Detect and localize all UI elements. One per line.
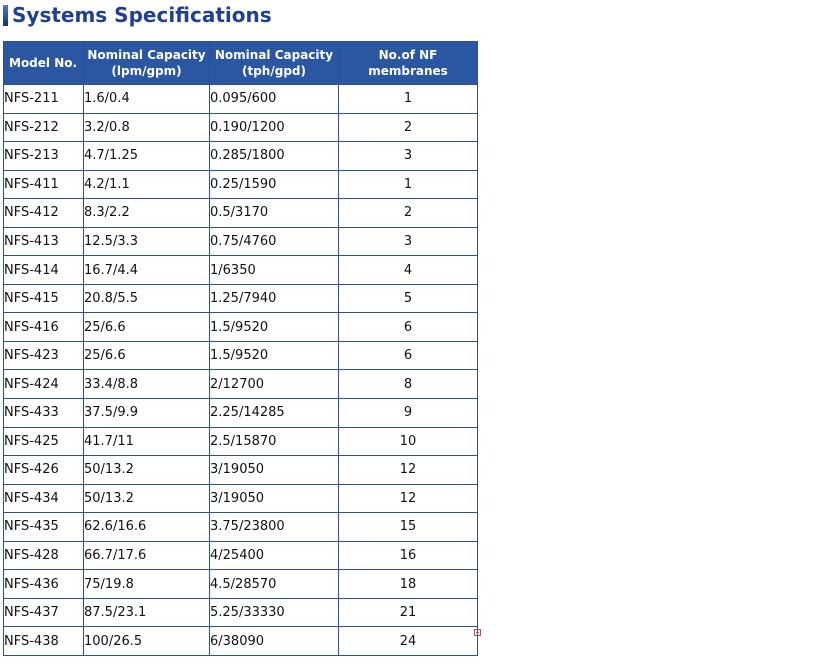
model-cell: NFS-423	[4, 341, 84, 370]
capacity-lpm-cell: 33.4/8.8	[84, 370, 210, 399]
capacity-lpm-cell: 8.3/2.2	[84, 199, 210, 228]
capacity-tph-cell: 1.5/9520	[210, 313, 339, 342]
heading-accent-bar	[3, 5, 8, 26]
capacity-tph-cell: 2.5/15870	[210, 427, 339, 456]
model-cell: NFS-414	[4, 256, 84, 285]
model-cell: NFS-213	[4, 142, 84, 171]
membranes-cell: 1	[339, 85, 478, 114]
section-heading	[3, 1, 272, 29]
table-row	[4, 199, 478, 228]
membranes-cell: 1	[339, 170, 478, 199]
capacity-lpm-cell: 62.6/16.6	[84, 513, 210, 542]
table-row	[4, 484, 478, 513]
membranes-cell: 6	[339, 313, 478, 342]
table-body	[4, 85, 478, 656]
table-row	[4, 284, 478, 313]
capacity-tph-cell: 1.25/7940	[210, 284, 339, 313]
membranes-cell: 12	[339, 484, 478, 513]
membranes-cell: 4	[339, 256, 478, 285]
capacity-lpm-cell: 75/19.8	[84, 570, 210, 599]
capacity-tph-cell: 4.5/28570	[210, 570, 339, 599]
model-cell: NFS-435	[4, 513, 84, 542]
capacity-lpm-cell: 4.7/1.25	[84, 142, 210, 171]
capacity-lpm-cell: 20.8/5.5	[84, 284, 210, 313]
capacity-tph-cell: 6/38090	[210, 627, 339, 656]
table-row	[4, 313, 478, 342]
capacity-lpm-cell: 3.2/0.8	[84, 113, 210, 142]
model-cell: NFS-437	[4, 598, 84, 627]
capacity-tph-cell: 0.190/1200	[210, 113, 339, 142]
capacity-tph-cell: 0.25/1590	[210, 170, 339, 199]
table-row	[4, 627, 478, 656]
membranes-cell: 3	[339, 227, 478, 256]
table-row	[4, 513, 478, 542]
table-row	[4, 256, 478, 285]
model-cell: NFS-436	[4, 570, 84, 599]
capacity-lpm-cell: 4.2/1.1	[84, 170, 210, 199]
header-capacity-lpm-gpm: Nominal Capacity (lpm/gpm)	[84, 42, 210, 85]
capacity-lpm-cell: 37.5/9.9	[84, 399, 210, 428]
capacity-tph-cell: 2/12700	[210, 370, 339, 399]
header-model-no: Model No.	[4, 42, 84, 85]
model-cell: NFS-416	[4, 313, 84, 342]
table-row	[4, 142, 478, 171]
membranes-cell: 5	[339, 284, 478, 313]
table-row	[4, 570, 478, 599]
resize-handle-icon[interactable]	[474, 629, 481, 636]
table-row	[4, 598, 478, 627]
table-row	[4, 85, 478, 114]
capacity-tph-cell: 0.095/600	[210, 85, 339, 114]
capacity-lpm-cell: 41.7/11	[84, 427, 210, 456]
model-cell: NFS-415	[4, 284, 84, 313]
table-row	[4, 370, 478, 399]
capacity-lpm-cell: 25/6.6	[84, 313, 210, 342]
capacity-tph-cell: 4/25400	[210, 541, 339, 570]
capacity-lpm-cell: 50/13.2	[84, 456, 210, 485]
capacity-tph-cell: 0.75/4760	[210, 227, 339, 256]
model-cell: NFS-412	[4, 199, 84, 228]
membranes-cell: 12	[339, 456, 478, 485]
capacity-lpm-cell: 12.5/3.3	[84, 227, 210, 256]
table-row	[4, 399, 478, 428]
table-row	[4, 541, 478, 570]
membranes-cell: 8	[339, 370, 478, 399]
page-title: Systems Specifications	[12, 3, 272, 27]
capacity-lpm-cell: 1.6/0.4	[84, 85, 210, 114]
model-cell: NFS-426	[4, 456, 84, 485]
specifications-table	[3, 41, 478, 656]
model-cell: NFS-438	[4, 627, 84, 656]
membranes-cell: 9	[339, 399, 478, 428]
capacity-tph-cell: 3/19050	[210, 484, 339, 513]
table-row	[4, 113, 478, 142]
header-capacity-tph-gpd: Nominal Capacity (tph/gpd)	[210, 42, 339, 85]
table-row	[4, 341, 478, 370]
membranes-cell: 2	[339, 199, 478, 228]
capacity-tph-cell: 3.75/23800	[210, 513, 339, 542]
capacity-lpm-cell: 25/6.6	[84, 341, 210, 370]
membranes-cell: 6	[339, 341, 478, 370]
model-cell: NFS-212	[4, 113, 84, 142]
membranes-cell: 10	[339, 427, 478, 456]
membranes-cell: 24	[339, 627, 478, 656]
capacity-tph-cell: 1.5/9520	[210, 341, 339, 370]
model-cell: NFS-433	[4, 399, 84, 428]
membranes-cell: 21	[339, 598, 478, 627]
model-cell: NFS-428	[4, 541, 84, 570]
capacity-lpm-cell: 16.7/4.4	[84, 256, 210, 285]
capacity-tph-cell: 1/6350	[210, 256, 339, 285]
capacity-tph-cell: 2.25/14285	[210, 399, 339, 428]
capacity-tph-cell: 0.5/3170	[210, 199, 339, 228]
membranes-cell: 3	[339, 142, 478, 171]
membranes-cell: 15	[339, 513, 478, 542]
table-row	[4, 456, 478, 485]
table-row	[4, 227, 478, 256]
capacity-lpm-cell: 87.5/23.1	[84, 598, 210, 627]
capacity-tph-cell: 3/19050	[210, 456, 339, 485]
capacity-lpm-cell: 100/26.5	[84, 627, 210, 656]
table-row	[4, 427, 478, 456]
table-row	[4, 170, 478, 199]
capacity-lpm-cell: 50/13.2	[84, 484, 210, 513]
model-cell: NFS-411	[4, 170, 84, 199]
model-cell: NFS-425	[4, 427, 84, 456]
capacity-lpm-cell: 66.7/17.6	[84, 541, 210, 570]
model-cell: NFS-211	[4, 85, 84, 114]
model-cell: NFS-434	[4, 484, 84, 513]
membranes-cell: 16	[339, 541, 478, 570]
capacity-tph-cell: 0.285/1800	[210, 142, 339, 171]
table-header-row	[4, 42, 478, 85]
header-nf-membranes: No.of NF membranes	[339, 42, 478, 85]
capacity-tph-cell: 5.25/33330	[210, 598, 339, 627]
model-cell: NFS-424	[4, 370, 84, 399]
membranes-cell: 2	[339, 113, 478, 142]
membranes-cell: 18	[339, 570, 478, 599]
model-cell: NFS-413	[4, 227, 84, 256]
